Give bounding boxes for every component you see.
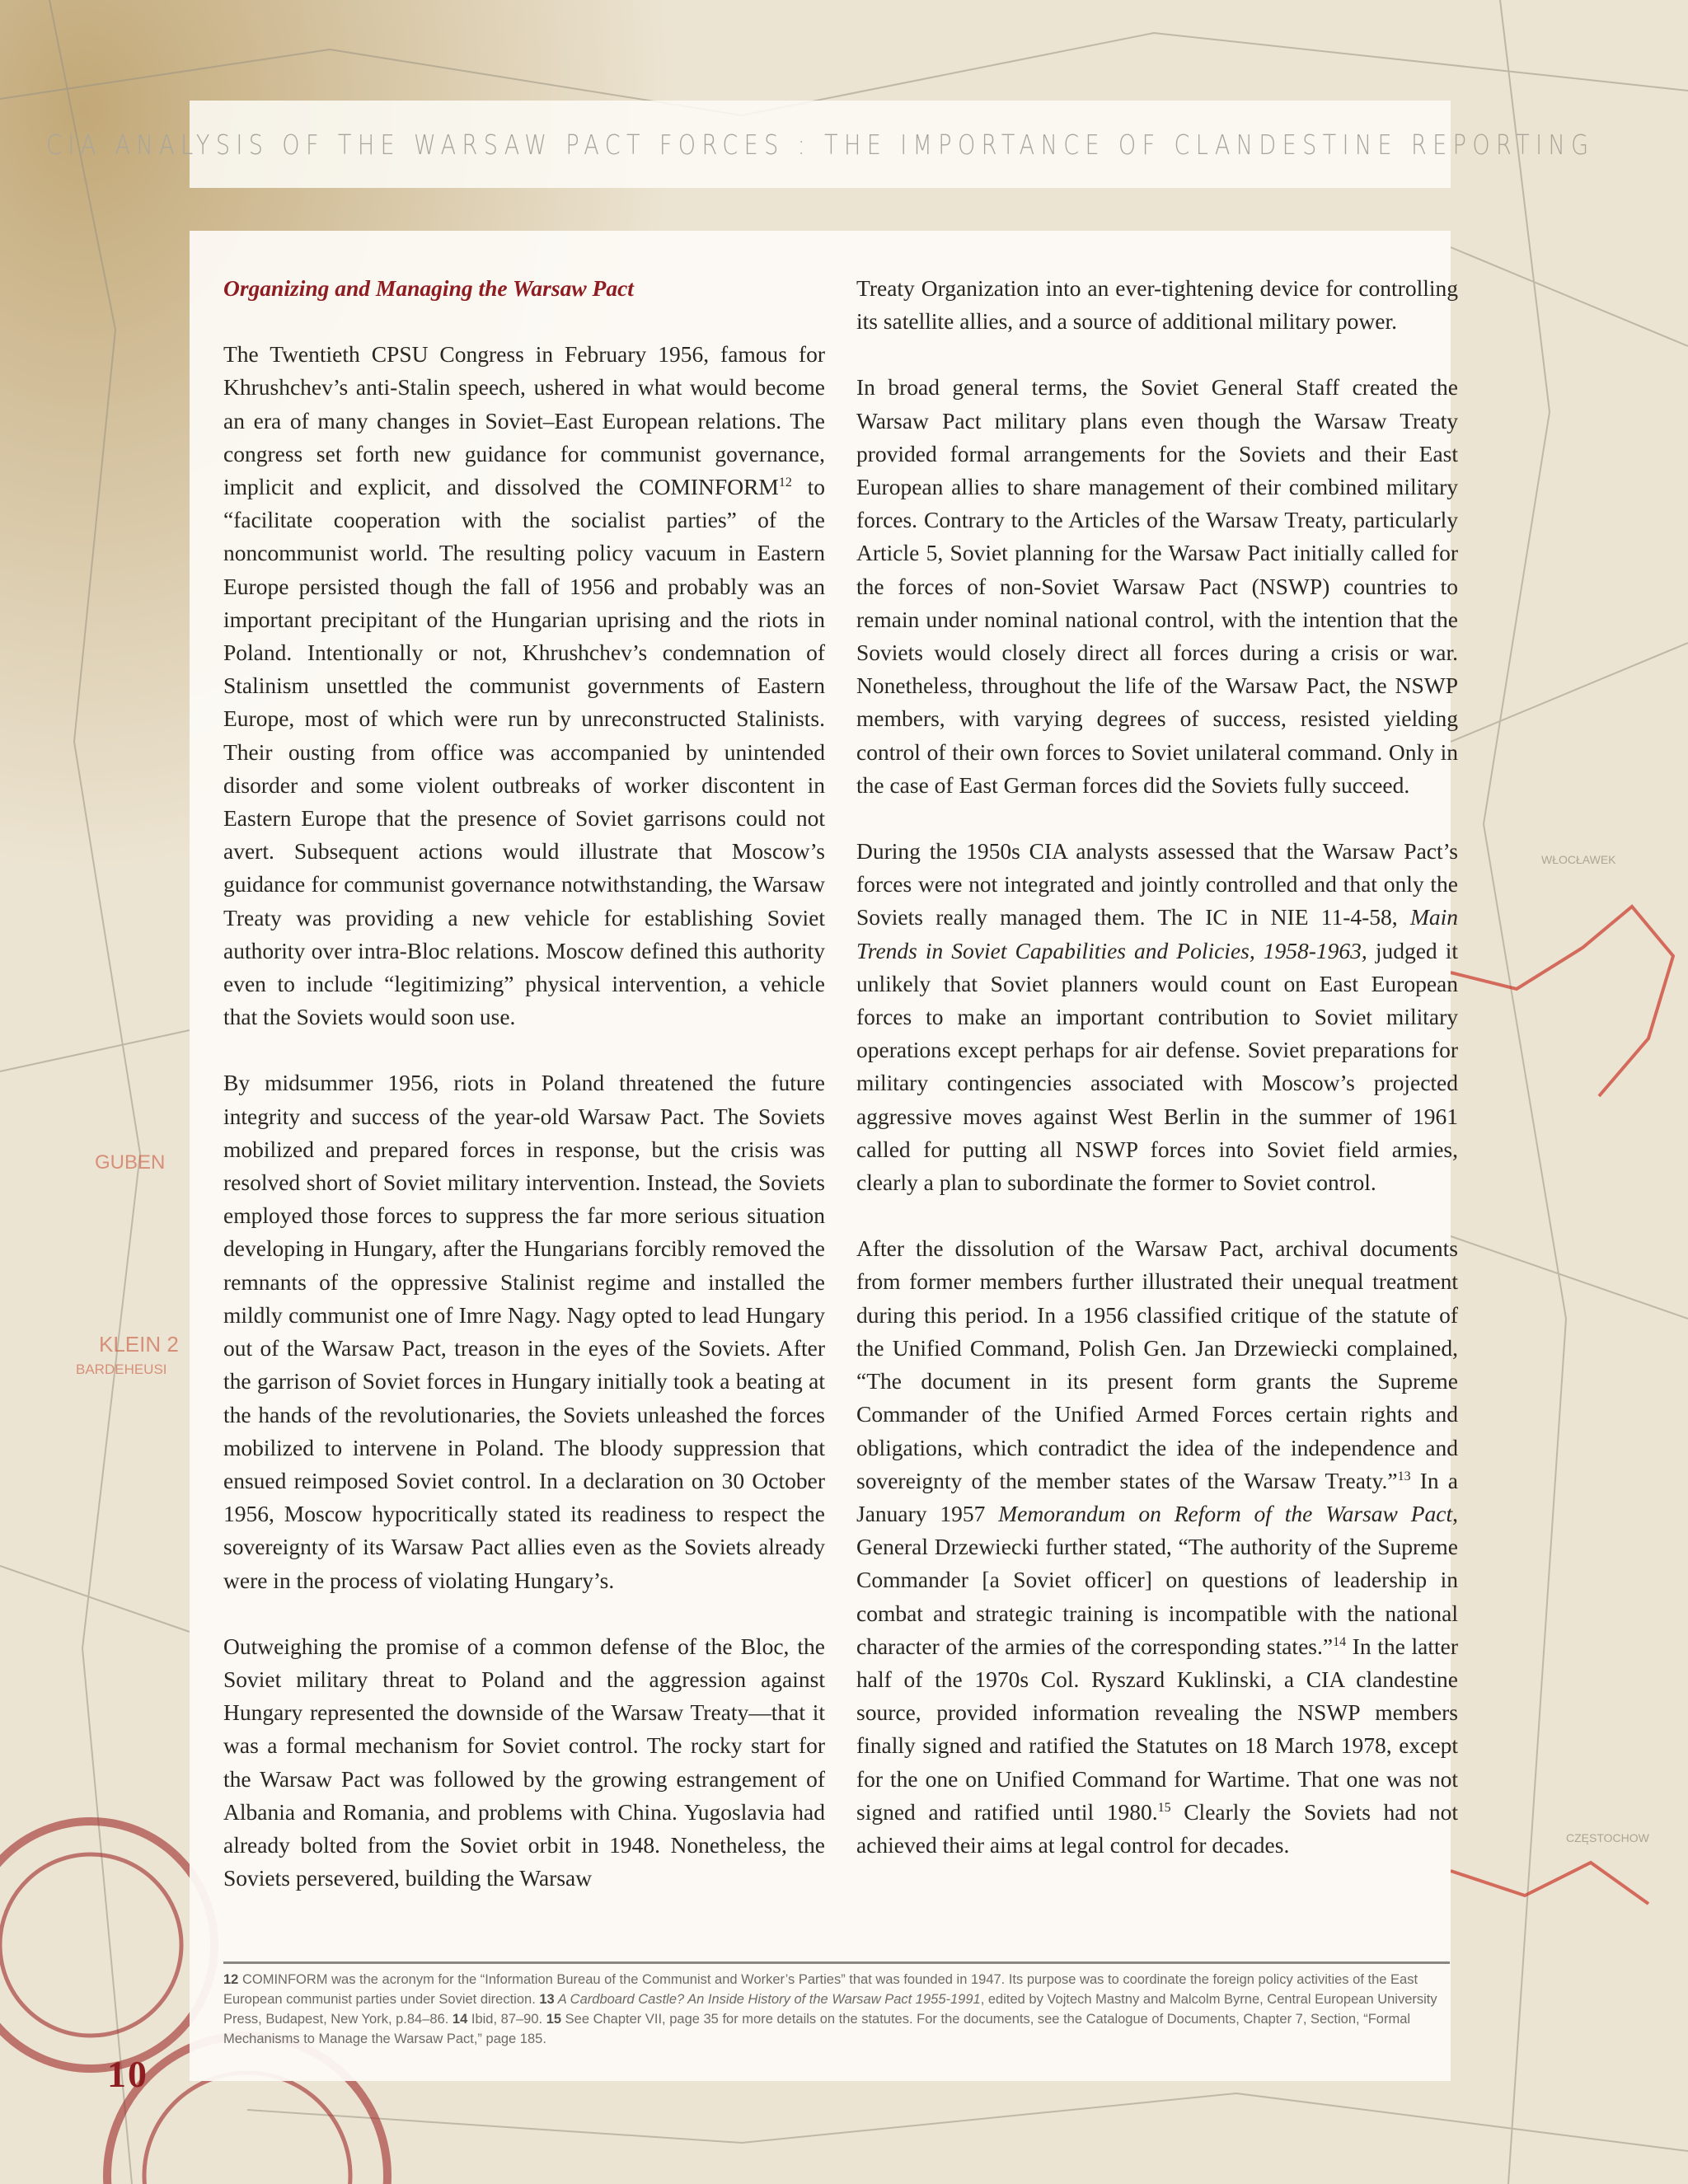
footnote-ref: 13 — [1397, 1469, 1411, 1483]
map-label-guben: GUBEN — [95, 1151, 166, 1174]
footnote-ref: 12 — [778, 475, 792, 490]
map-label-klein: KLEIN 2 — [99, 1332, 179, 1357]
paragraph: In broad general terms, the Soviet General Staff created the Warsaw Pact military plans even though the Warsaw Treaty provided formal arrangements for the Soviets and their East European allies to share management of their combined military forces. Contrary to the Articles of the Warsaw Treaty, particularly Article 5, Soviet planning for the Warsaw Pact initially called for the forces of non-Soviet Warsaw Pact (NSWP) countries to remain under nominal national control, with the intention that the Soviets would closely direct all forces during a crisis or war. Nonetheless, throughout the life of the Warsaw Pact, the NSWP members, with varying degrees of success, resisted yielding control of their own forces to Soviet unilateral command. Only in the case of East German forces did the Soviets fully succeed. — [856, 374, 1458, 798]
paragraph: The Twentieth CPSU Congress in February 1956, famous for Khrushchev’s anti-Stalin speech, ushered in what would become an era of many changes in Soviet–East European relations. The congress set forth new guidance for communist governance, implicit and explicit, and dissolved the COMINFORM$^{12}$ to “facilitate cooperation with the socialist parties” of the noncommunist world. The resulting policy vacuum in Eastern Europe persisted though the fall of 1956 and probably was an important precipitant of the Hungarian uprising and the riots in Poland. Intentionally or not, Khrushchev’s condemnation of Stalinism unsettled the communist governments of Eastern Europe, most of which were run by unreconstructed Stalinists. Their ousting from office was accompanied by unintended disorder and some violent outbreaks of worker discontent in Eastern Europe that the presence of Soviet garrisons could not avert. Subsequent actions would illustrate that Moscow’s guidance for communist governance notwithstanding, the Warsaw Treaty was providing a new vehicle for establishing Soviet authority over intra-Bloc relations. Moscow defined this authority even to include “legitimizing” physical intervention, a vehicle that the Soviets would soon use. — [223, 341, 826, 1030]
map-label-klein-sub: BARDEHEUSI — [76, 1361, 167, 1377]
memo-title: Memorandum on Reform of the Warsaw Pact — [998, 1500, 1453, 1526]
map-label-town: WŁOCŁAWEK — [1541, 853, 1616, 866]
paragraph: After the dissolution of the Warsaw Pact, archival documents from former members further illustrated their unequal treatment during this period. In a 1956 classified critique of the statute of the Unified Command, Polish Gen. Jan Drzewiecki complained, “The document in its present form grants the Supreme Commander of the Unified Armed Forces certain rights and obligations, which contradict the idea of the independence and sovereignty of the member states of the Warsaw Treaty.”$^{13}$ In a January 1957 Memorandum on Reform of the Warsaw Pact, General Drzewiecki further stated, “The authority of the Supreme Commander [a Soviet officer] on questions of leadership in combat and strategic training is incompatible with the national character of the armies of the corresponding states.”$^{14}$ In the latter half of the 1970s Col. Ryszard Kuklinski, a CIA clandestine source, provided information revealing the NSWP members finally signed and ratified the Statutes on 18 March 1978, except for the one on Unified Command for Wartime. That one was not signed and ratified until 1980.15 Clearly the Soviets had not achieved their aims at legal control for decades. — [856, 1235, 1459, 1858]
running-header-title: CIA ANALYSIS OF THE WARSAW PACT FORCES : THE IMPORTANCE OF CLANDESTINE REPORTING — [45, 128, 1595, 161]
report-title: Main Trends in Soviet Capabilities and Policies, 1958-1963, — [856, 904, 1458, 963]
running-header — [45, 101, 1595, 188]
right-column — [856, 272, 1458, 1895]
footnote-divider — [223, 1961, 1450, 1964]
footnote-ref: 15 — [1157, 1800, 1171, 1815]
paragraph: Outweighing the promise of a common defense of the Bloc, the Soviet military threat to Poland and the aggression against Hungary represented the downside of the Warsaw Treaty—that it was a formal mechanism for Soviet control. The rocky start for the Warsaw Pact was followed by the growing estrangement of Albania and Romania, and problems with China. Yugoslavia had already bolted from the Soviet orbit in 1948. Nonetheless, the Soviets persevered, building the Warsaw — [223, 1633, 825, 1891]
map-label-city: CZĘSTOCHOW — [1566, 1831, 1649, 1844]
page-number: 10 — [107, 2053, 148, 2095]
section-heading: Organizing and Managing the Warsaw Pact — [223, 275, 634, 301]
footnote-ref: 14 — [1333, 1634, 1347, 1649]
paragraph: During the 1950s CIA analysts assessed that the Warsaw Pact’s forces were not integrated and jointly controlled and that only the Soviets really managed them. The IC in NIE 11-4-58, Main Trends in Soviet Capabilities and Policies, 1958-1963, judged it unlikely that Soviet planners would count on East European forces to make an important contribution to Soviet military operations except perhaps for air defense. Soviet preparations for military contingencies associated with Moscow’s projected aggressive moves against West Berlin in the summer of 1961 called for putting all NSWP forces into Soviet field armies, clearly a plan to subordinate the former to Soviet control. — [856, 838, 1458, 1196]
paragraph: Treaty Organization into an ever-tightening device for controlling its satellite allies, and a source of additional military power. — [856, 275, 1458, 335]
left-column — [223, 272, 825, 1928]
paragraph: By midsummer 1956, riots in Poland threatened the future integrity and success of the year-old Warsaw Pact. The Soviets mobilized and prepared forces in response, but the crisis was resolved short of Soviet military intervention. Instead, the Soviets employed those forces to suppress the far more serious situation developing in Hungary, after the Hungarians forcibly removed the remnants of the oppressive Stalinist regime and installed the mildly communist one of Imre Nagy. Nagy opted to lead Hungary out of the Warsaw Pact, treason in the eyes of the Soviets. After the garrison of Soviet forces in Hungary initially took a beating at the hands of the revolutionaries, the Soviets unleashed the forces mobilized to intervene in Poland. The bloody suppression that ensued reimposed Soviet control. In a declaration on 30 October 1956, Moscow hypocritically stated its readiness to respect the sovereignty of its Warsaw Pact allies even as the Soviets already were in the process of violating Hungary’s. — [223, 1070, 825, 1593]
footnotes: 12 COMINFORM was the acronym for the “Information Bureau of the Communist and Worker’s Parties” that was founded in 1947. Its purpose was to coordinate the foreign policy activities of the East European communist parties under Soviet direction. 13 A Cardboard Castle? An Inside History of the Warsaw Pact 1955-1991, edited by Vojtech Mastny and Malcolm Byrne, Central European University Press, Budapest, New York, p.84–86. 14 Ibid, 87–90. 15 See Chapter VII, page 35 for more details on the statutes. For the documents, see the Catalogue of Documents, Chapter 7, Section, “Formal Mechanisms to Manage the Warsaw Pact,” page 185. — [223, 1972, 1437, 2046]
